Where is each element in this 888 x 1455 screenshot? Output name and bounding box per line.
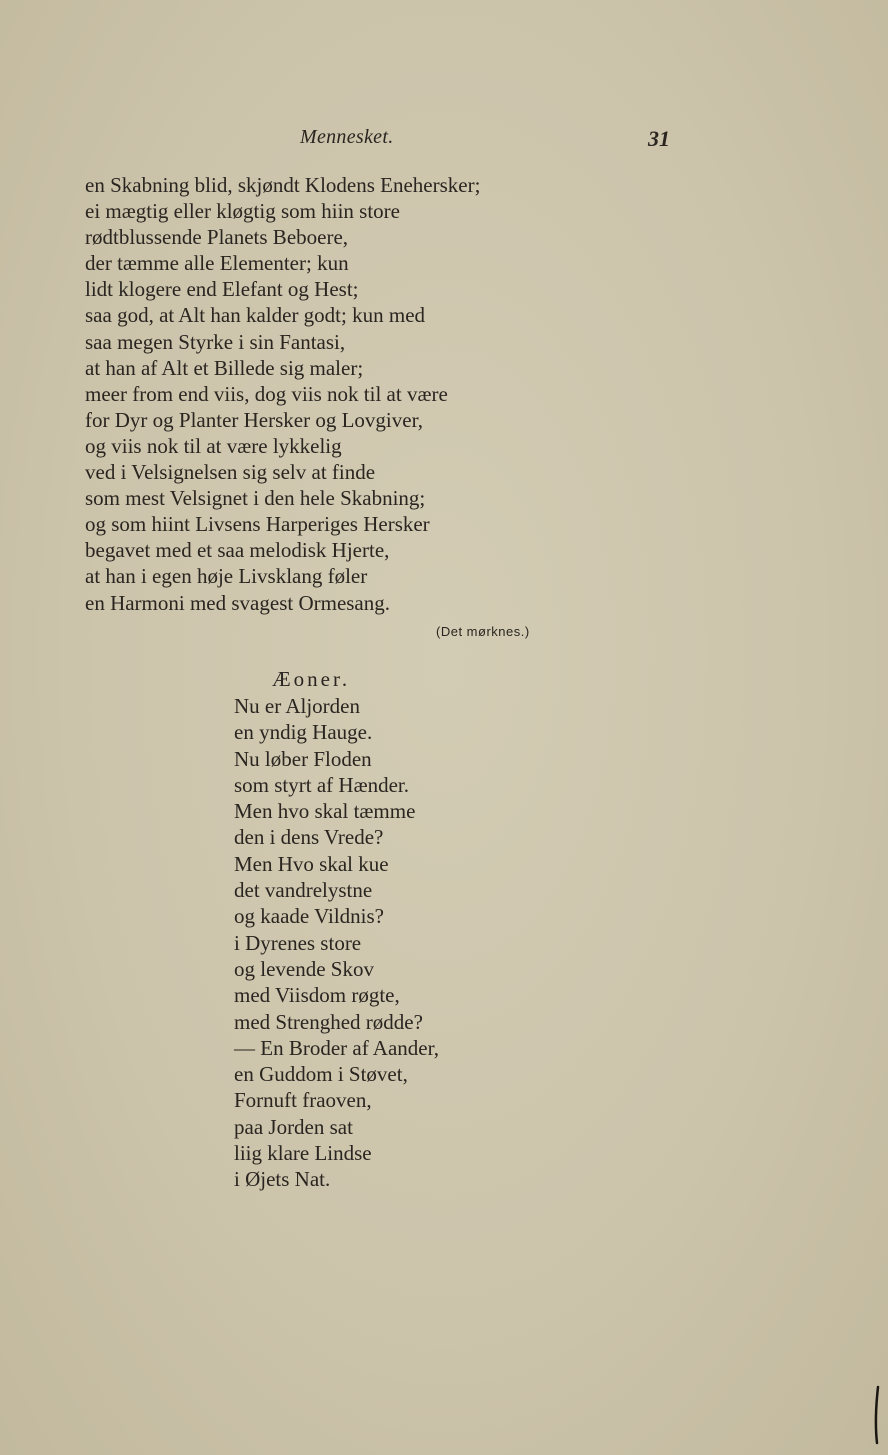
speaker-name: Æoner. — [272, 667, 351, 691]
page-number: 31 — [648, 126, 670, 151]
verse-line: rødtblussende Planets Beboere, — [85, 225, 349, 250]
verse-line: ei mægtig eller kløgtig som hiin store — [85, 199, 400, 224]
verse-line: saa megen Styrke i sin Fantasi, — [85, 329, 346, 354]
verse-line: for Dyr og Planter Hersker og Lovgiver, — [85, 407, 423, 432]
verse-line: begavet med et saa melodisk Hjerte, — [85, 538, 390, 563]
verse-line: som mest Velsignet i den hele Skabning; — [85, 486, 426, 511]
verse-line: paa Jorden sat — [234, 1114, 353, 1139]
page-edge-mark — [872, 1385, 886, 1445]
verse-line: i Dyrenes store — [234, 930, 362, 955]
verse-line: liig klare Lindse — [234, 1141, 372, 1166]
verse-line: den i dens Vrede? — [234, 825, 384, 850]
verse-line: Nu er Aljorden — [234, 694, 360, 718]
verse-line: meer from end viis, dog viis nok til at være — [85, 381, 448, 406]
page-header — [0, 124, 888, 160]
verse-line: og som hiint Livsens Harperiges Hersker — [85, 512, 430, 537]
verse-line: og kaade Vildnis? — [234, 904, 384, 929]
verse-line: ved i Velsignelsen sig selv at finde — [85, 460, 376, 485]
verse-line: med Strenghed rødde? — [234, 1009, 423, 1034]
verse-line: at han i egen høje Livsklang føler — [85, 564, 368, 589]
verse-line: i Øjets Nat. — [234, 1167, 331, 1192]
verse-line: Fornuft fraoven, — [234, 1088, 372, 1113]
verse-line: Men Hvo skal kue — [234, 851, 389, 876]
verse-line: det vandrelystne — [234, 878, 373, 903]
verse-line: lidt klogere end Elefant og Hest; — [85, 277, 359, 302]
verse-line: som styrt af Hænder. — [234, 772, 409, 797]
verse-line: med Viisdom røgte, — [234, 983, 400, 1008]
verse-line: Nu løber Floden — [234, 746, 372, 771]
verse-line: — En Broder af Aander, — [234, 1035, 440, 1060]
verse-line: Men hvo skal tæmme — [234, 799, 416, 824]
stage-direction: (Det mørknes.) — [436, 624, 530, 639]
verse-line: der tæmme alle Elementer; kun — [85, 251, 349, 276]
running-head: Mennesket. — [300, 126, 394, 148]
verse-line: en Skabning blid, skjøndt Klodens Enehersker; — [85, 173, 481, 197]
verse-line: saa god, at Alt han kalder godt; kun med — [85, 303, 426, 328]
verse-line: og levende Skov — [234, 956, 374, 981]
stanza-1 — [85, 172, 585, 616]
verse-line: at han af Alt et Billede sig maler; — [85, 355, 364, 380]
verse-line: en yndig Hauge. — [234, 720, 373, 745]
verse-line: en Harmoni med svagest Ormesang. — [85, 590, 391, 615]
verse-line: en Guddom i Støvet, — [234, 1062, 408, 1087]
stanza-2 — [234, 693, 554, 1193]
verse-line: og viis nok til at være lykkelig — [85, 433, 342, 458]
